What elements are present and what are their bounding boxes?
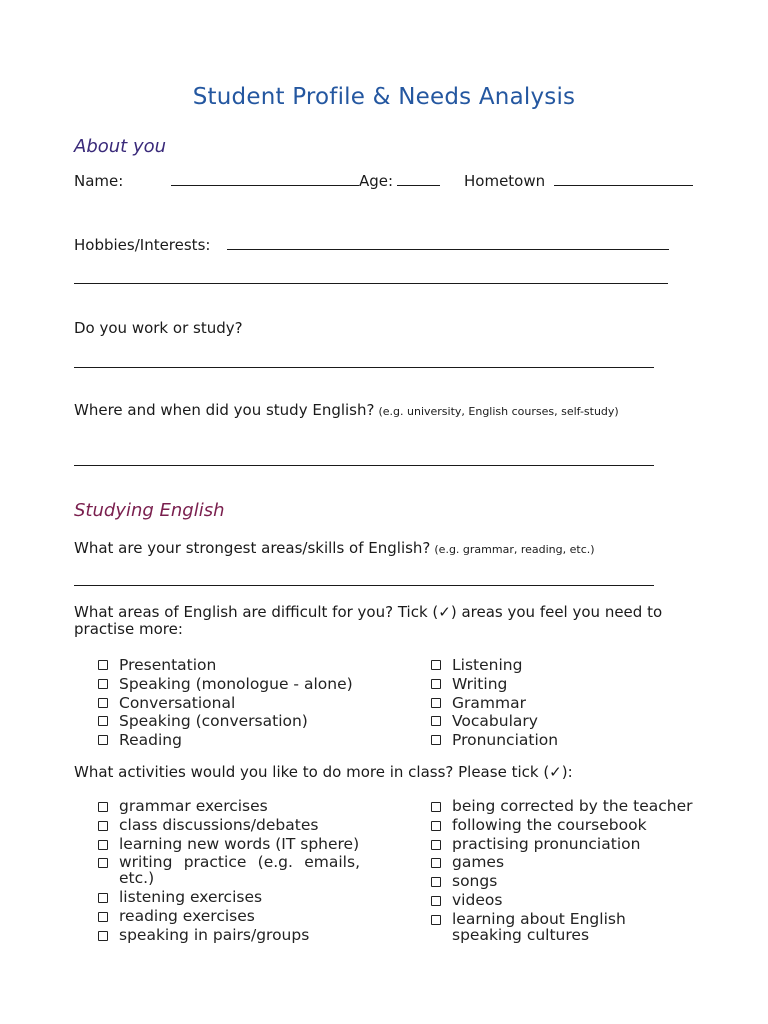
hobbies-field-line-2[interactable]	[74, 283, 668, 284]
checkbox-icon[interactable]	[98, 698, 108, 708]
activity-label: reading exercises	[119, 906, 255, 925]
checkbox-icon[interactable]	[98, 858, 108, 868]
section-heading-about: About you	[74, 136, 167, 157]
activity-label: learning new words (IT sphere)	[119, 834, 360, 853]
activity-label: grammar exercises	[119, 797, 268, 815]
area-label: Listening	[452, 656, 523, 674]
age-label: Age:	[359, 172, 394, 190]
list-item[interactable]	[98, 675, 368, 694]
activity-label: listening exercises	[119, 888, 263, 907]
hobbies-field[interactable]	[227, 249, 669, 250]
list-item[interactable]	[98, 712, 368, 731]
list-item[interactable]	[98, 694, 368, 713]
area-label: Speaking (monologue - alone)	[119, 674, 353, 693]
activity-label: songs	[452, 872, 498, 891]
list-item[interactable]	[431, 675, 693, 694]
checkbox-icon[interactable]	[431, 840, 441, 850]
activities-list-right	[431, 798, 693, 946]
checkbox-icon[interactable]	[98, 821, 108, 831]
activity-label: videos	[452, 890, 503, 909]
area-label: Presentation	[119, 656, 217, 674]
list-item[interactable]	[98, 836, 360, 852]
checkbox-icon[interactable]	[98, 679, 108, 689]
where-question	[74, 402, 619, 420]
area-label: Writing	[452, 674, 508, 693]
list-item[interactable]	[431, 854, 693, 870]
area-label: Pronunciation	[452, 731, 559, 750]
list-item[interactable]	[98, 798, 360, 814]
list-item[interactable]	[98, 854, 360, 886]
age-field[interactable]	[397, 185, 440, 186]
activity-label: following the coursebook	[452, 815, 647, 834]
work-answer-field[interactable]	[74, 367, 654, 368]
name-field[interactable]	[171, 185, 359, 186]
name-label: Name:	[74, 172, 124, 190]
activity-label: class discussions/debates	[119, 815, 319, 834]
activity-label: games	[452, 853, 505, 872]
difficult-question: What areas of English are difficult for you? Tick (✓) areas you feel you need to practise more:	[74, 603, 663, 638]
checkbox-icon[interactable]	[431, 802, 441, 812]
list-item[interactable]	[431, 731, 693, 750]
where-question-text: Where and when did you study English?	[74, 401, 375, 419]
strong-question-hint: (e.g. grammar, reading, etc.)	[434, 543, 595, 556]
checkbox-icon[interactable]	[431, 915, 441, 925]
area-label: Conversational	[119, 693, 236, 712]
areas-list-left	[98, 656, 368, 750]
activities-question: What activities would you like to do more in class? Please tick (✓):	[74, 763, 573, 781]
area-label: Grammar	[452, 693, 526, 712]
list-item[interactable]	[98, 908, 360, 924]
activity-label: learning about English speaking cultures	[452, 909, 626, 944]
checkbox-icon[interactable]	[431, 896, 441, 906]
checkbox-icon[interactable]	[98, 893, 108, 903]
checkbox-icon[interactable]	[431, 821, 441, 831]
area-label: Speaking (conversation)	[119, 712, 308, 731]
list-item[interactable]	[431, 656, 693, 675]
activities-list-left	[98, 798, 360, 946]
checkbox-icon[interactable]	[98, 735, 108, 745]
checkbox-icon[interactable]	[431, 735, 441, 745]
list-item[interactable]	[431, 798, 693, 814]
checkbox-icon[interactable]	[98, 802, 108, 812]
page-title: Student Profile & Needs Analysis	[192, 84, 576, 110]
checkbox-icon[interactable]	[98, 716, 108, 726]
checkbox-icon[interactable]	[98, 912, 108, 922]
where-answer-field[interactable]	[74, 465, 654, 466]
checkbox-icon[interactable]	[431, 698, 441, 708]
list-item[interactable]	[431, 911, 693, 943]
checkbox-icon[interactable]	[98, 660, 108, 670]
activity-label: speaking in pairs/groups	[119, 925, 310, 944]
list-item[interactable]	[431, 694, 693, 713]
list-item[interactable]	[431, 873, 693, 889]
checkbox-icon[interactable]	[431, 877, 441, 887]
list-item[interactable]	[98, 731, 368, 750]
hobbies-label: Hobbies/Interests:	[74, 236, 211, 254]
work-question: Do you work or study?	[74, 319, 243, 337]
list-item[interactable]	[431, 836, 693, 852]
checkbox-icon[interactable]	[431, 716, 441, 726]
area-label: Reading	[119, 731, 182, 750]
list-item[interactable]	[98, 656, 368, 675]
hometown-label: Hometown	[464, 172, 546, 190]
hometown-field[interactable]	[554, 185, 693, 186]
strong-question-text: What are your strongest areas/skills of English?	[74, 539, 431, 557]
activity-label: practising pronunciation	[452, 834, 641, 853]
section-heading-studying: Studying English	[74, 500, 225, 521]
where-question-hint: (e.g. university, English courses, self-study)	[378, 405, 619, 418]
list-item[interactable]	[431, 817, 693, 833]
strong-question	[74, 540, 595, 558]
checkbox-icon[interactable]	[431, 679, 441, 689]
activity-label: writing practice (e.g. emails, etc.)	[119, 853, 360, 888]
checkbox-icon[interactable]	[98, 840, 108, 850]
list-item[interactable]	[98, 889, 360, 905]
activity-label: being corrected by the teacher	[452, 797, 693, 815]
checkbox-icon[interactable]	[98, 931, 108, 941]
list-item[interactable]	[98, 927, 360, 943]
list-item[interactable]	[431, 712, 693, 731]
area-label: Vocabulary	[452, 712, 538, 731]
checkbox-icon[interactable]	[431, 660, 441, 670]
list-item[interactable]	[431, 892, 693, 908]
checkbox-icon[interactable]	[431, 858, 441, 868]
areas-list-right	[431, 656, 693, 750]
list-item[interactable]	[98, 817, 360, 833]
strong-answer-field[interactable]	[74, 585, 654, 586]
